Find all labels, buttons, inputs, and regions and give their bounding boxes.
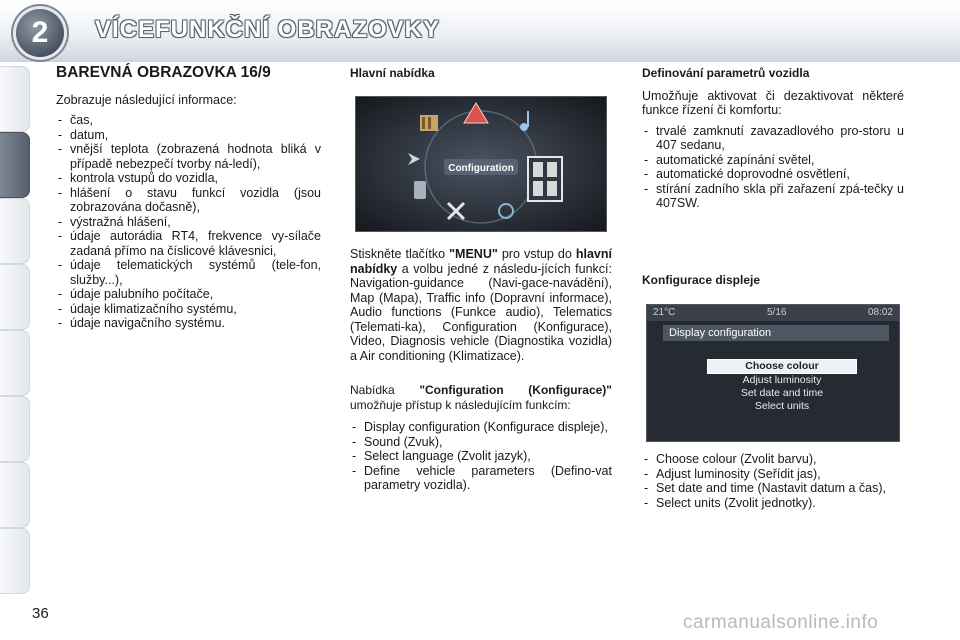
display-options-list xyxy=(642,452,904,510)
parameters-list xyxy=(642,124,904,211)
section-title-color-screen: BAREVNÁ OBRAZOVKA 16/9 xyxy=(56,64,271,81)
list-item: - údaje klimatizačního systému, xyxy=(56,302,321,317)
chapter-tab-8[interactable] xyxy=(0,528,30,594)
main-menu-screen-image xyxy=(355,96,607,232)
section-title-display-config: Konfigurace displeje xyxy=(642,273,761,287)
configuration-list xyxy=(350,420,612,493)
menu-paragraph xyxy=(350,247,612,363)
chapter-number-badge xyxy=(16,9,64,57)
option-choose-colour[interactable]: Choose colour xyxy=(707,359,857,374)
column-vehicle-parameters xyxy=(642,66,904,211)
list-item: - stírání zadního skla při zařazení zpá-tečky u 407SW. xyxy=(642,182,904,211)
text-span: Stiskněte tlačítko xyxy=(350,247,450,261)
display-config-text xyxy=(642,452,904,510)
intro-text: Zobrazuje následující informace: xyxy=(56,92,237,107)
section-title-vehicle-parameters: Definování parametrů vozidla xyxy=(642,66,810,80)
status-temperature: 21°C xyxy=(653,307,676,318)
watermark: carmanualsonline.info xyxy=(683,612,879,633)
screen-heading: Display configuration xyxy=(663,325,889,341)
display-config-screen-image xyxy=(646,304,900,442)
column-main-menu xyxy=(350,66,612,89)
menu-screen-label: Configuration xyxy=(448,163,514,174)
list-item: - vnější teplota (zobrazená hodnota bliká v případě nebezpečí tvorby ná-ledí), xyxy=(56,142,321,171)
intro-text: Umožňuje aktivovat či dezaktivovat některé funkce řízení či komfortu: xyxy=(642,88,904,117)
main-menu-text xyxy=(350,247,612,493)
text-span: a volbu jedné z následu-jících funkcí: Navigation-guidance (Navi-gace-navádění), Map (Mapa), Traffic info (Dopravní informace), Audio functions (Funkce audio), Telematics (Telemati-ka), Configuration (Konfigurace), Video, Diagnosis vehicle (Diagnostika vozidla) a Air conditioning (Klimatizace). xyxy=(350,261,612,363)
book-icon xyxy=(420,115,438,131)
chapter-tab-strip xyxy=(0,62,32,580)
main-menu-illustration xyxy=(356,97,606,231)
list-item: - Set date and time (Nastavit datum a čas), xyxy=(642,481,904,496)
text-span: pro vstup do xyxy=(497,247,576,261)
chapter-tab-6[interactable] xyxy=(0,396,30,462)
info-list xyxy=(56,113,321,331)
status-clock: 08:02 xyxy=(867,307,893,318)
list-item: - Select language (Zvolit jazyk), xyxy=(350,449,612,464)
menu-button-name: "MENU" xyxy=(449,247,498,261)
list-item: - údaje palubního počítače, xyxy=(56,287,321,302)
list-item: - Adjust luminosity (Seřídit jas), xyxy=(642,467,904,482)
list-item: - údaje navigačního systému. xyxy=(56,316,321,331)
screen-status-bar xyxy=(647,305,899,321)
list-item: - automatické zapínání světel, xyxy=(642,153,904,168)
list-item: - Display configuration (Konfigurace displeje), xyxy=(350,420,612,435)
list-item: - Choose colour (Zvolit barvu), xyxy=(642,452,904,467)
option-adjust-luminosity[interactable]: Adjust luminosity xyxy=(742,374,822,386)
list-item: - Sound (Zvuk), xyxy=(350,435,612,450)
list-item: - údaje telematických systémů (tele-fon, služby...), xyxy=(56,258,321,287)
list-item: - automatické doprovodné osvětlení, xyxy=(642,167,904,182)
chapter-tab-1[interactable] xyxy=(0,66,30,132)
chapter-number: 2 xyxy=(31,16,49,49)
option-select-units[interactable]: Select units xyxy=(754,400,810,412)
option-set-date-time[interactable]: Set date and time xyxy=(740,387,824,399)
grid-icon xyxy=(528,157,562,201)
phone-icon xyxy=(414,181,426,199)
list-item: - trvalé zamknutí zavazadlového pro-storu u 407 sedanu, xyxy=(642,124,904,153)
list-item: - výstražná hlášení, xyxy=(56,215,321,230)
text-span: umožňuje přístup k následujícím funkcím: xyxy=(350,397,571,412)
status-date: 5/16 xyxy=(767,307,787,318)
main-menu-term: hlavní nabídky xyxy=(350,247,612,276)
column-color-screen xyxy=(56,66,321,331)
display-config-heading-block xyxy=(642,273,904,296)
list-item: - hlášení o stavu funkcí vozidla (jsou zobrazována dočasně), xyxy=(56,186,321,215)
configuration-paragraph xyxy=(350,383,612,412)
configuration-term: "Configuration (Konfigurace)" xyxy=(419,383,612,397)
chapter-title: VÍCEFUNKČNÍ OBRAZOVKY xyxy=(95,16,441,43)
chapter-tab-3[interactable] xyxy=(0,198,30,264)
list-item: - Select units (Zvolit jednotky). xyxy=(642,496,904,511)
list-item: - datum, xyxy=(56,128,321,143)
list-item: - čas, xyxy=(56,113,321,128)
list-item: - kontrola vstupů do vozidla, xyxy=(56,171,321,186)
text-span: Nabídka xyxy=(350,383,420,397)
chapter-tab-4[interactable] xyxy=(0,264,30,330)
chapter-tab-5[interactable] xyxy=(0,330,30,396)
list-item: - údaje autorádia RT4, frekvence vy-sílače zadaná přímo na číslicové klávesnici, xyxy=(56,229,321,258)
chapter-tab-2[interactable] xyxy=(0,132,30,198)
page-number: 36 xyxy=(32,605,49,622)
list-item: - Define vehicle parameters (Defino-vat parametry vozidla). xyxy=(350,464,612,493)
chapter-tab-7[interactable] xyxy=(0,462,30,528)
section-title-main-menu: Hlavní nabídka xyxy=(350,66,435,80)
